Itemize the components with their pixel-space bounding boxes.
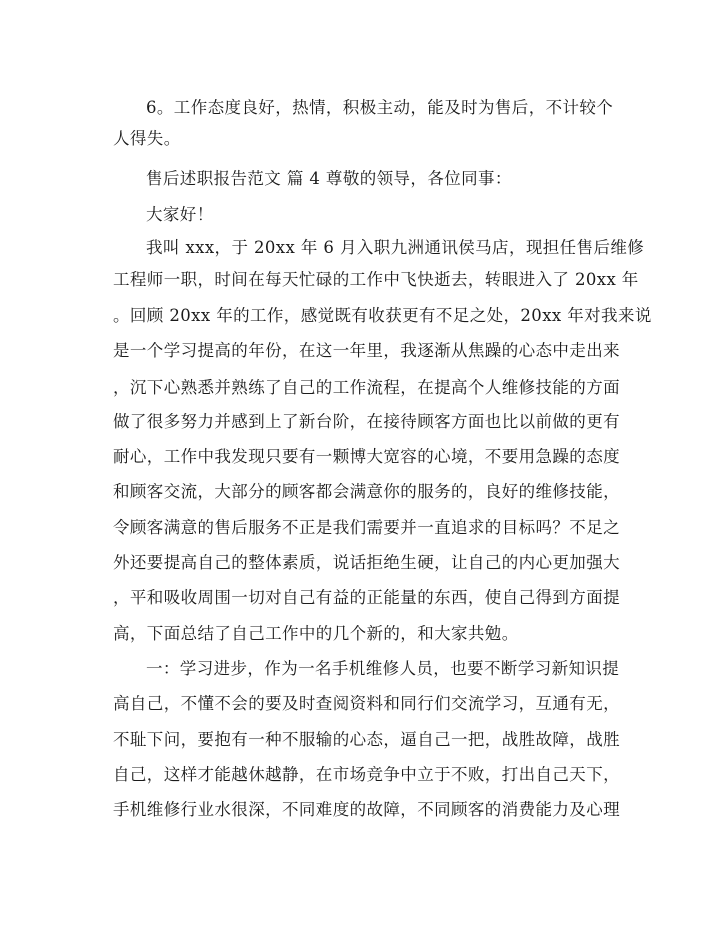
text-line: 自己，这样才能越休越静，在市场竞争中立于不败，打出自己天下， — [113, 765, 620, 784]
text-line: 高，下面总结了自己工作中的几个新的，和大家共勉。 — [113, 624, 519, 643]
text-line: 手机维修行业水很深，不同难度的故障，不同顾客的消费能力及心理 — [113, 800, 620, 819]
text-line: 不耻下问，要抱有一种不服输的心态，逼自己一把，战胜故障，战胜 — [113, 730, 620, 749]
text-line: 耐心，工作中我发现只要有一颗博大宽容的心境，不要用急躁的态度 — [113, 447, 620, 466]
text-line: 外还要提高自己的整体素质，说话拒绝生硬，让自己的内心更加强大 — [113, 553, 620, 572]
text-line: 。回顾 20xx 年的工作，感觉既有收获更有不足之处，20xx 年对我来说 — [113, 306, 652, 325]
text-line: 做了很多努力并感到上了新台阶，在接待顾客方面也比以前做的更有 — [113, 412, 620, 431]
text-line: 高自己，不懂不会的要及时查阅资料和同行们交流学习，互通有无， — [113, 694, 620, 713]
text-line: 令顾客满意的售后服务不正是我们需要并一直追求的目标吗？不足之 — [113, 518, 620, 537]
text-line: 我叫 xxx，于 20xx 年 6 月入职九洲通讯侯马店，现担任售后维修 — [146, 238, 645, 257]
text-line: 人得失。 — [113, 129, 181, 148]
text-line: ，平和吸收周围一切对自己有益的正能量的东西，使自己得到方面提 — [113, 588, 620, 607]
text-line: 是一个学习提高的年份，在这一年里，我逐渐从焦躁的心态中走出来 — [113, 341, 620, 360]
text-line: 售后述职报告范文 篇 4 尊敬的领导，各位同事： — [146, 169, 512, 188]
text-line: 6。工作态度良好，热情，积极主动，能及时为售后，不计较个 — [146, 98, 614, 117]
text-line: 工程师一职，时间在每天忙碌的工作中飞快逝去，转眼进入了 20xx 年 — [113, 270, 639, 289]
text-line: 大家好！ — [146, 205, 214, 224]
text-line: ，沉下心熟悉并熟练了自己的工作流程，在提高个人维修技能的方面 — [113, 378, 620, 397]
text-line: 和顾客交流，大部分的顾客都会满意你的服务的，良好的维修技能， — [113, 482, 620, 501]
text-line: 一：学习进步，作为一名手机维修人员，也要不断学习新知识提 — [146, 659, 620, 678]
